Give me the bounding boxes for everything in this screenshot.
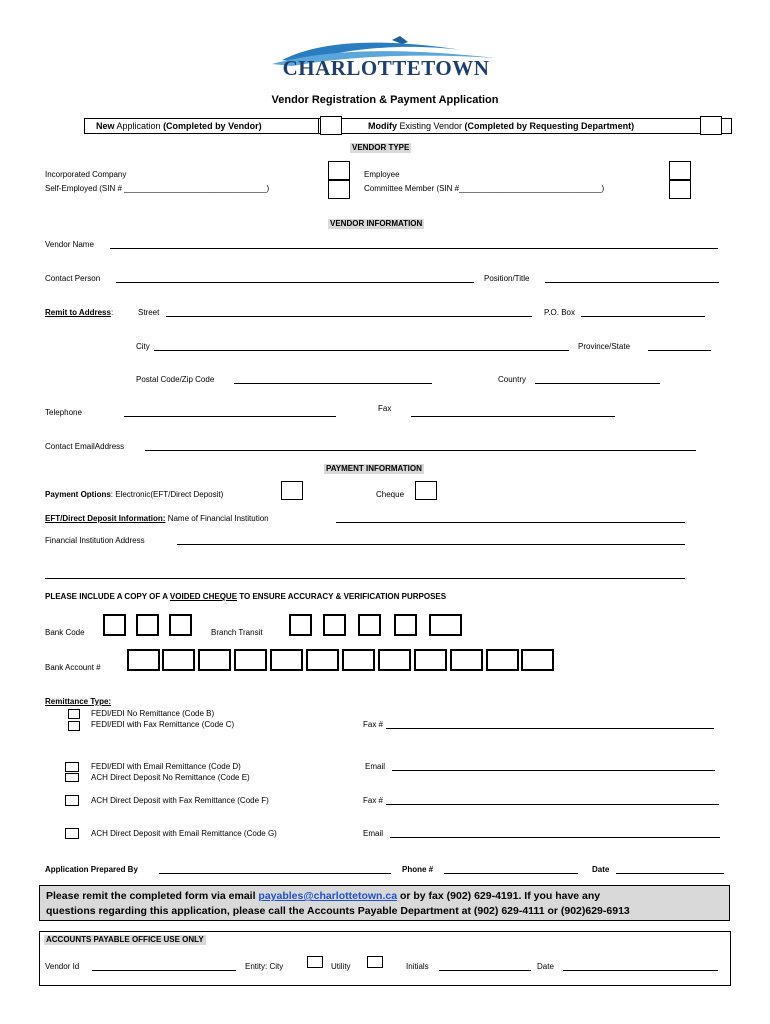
branch-transit-box[interactable] bbox=[394, 614, 417, 636]
bank-account-box[interactable] bbox=[521, 649, 554, 671]
position-field[interactable] bbox=[545, 282, 719, 283]
code-f-checkbox[interactable] bbox=[65, 795, 79, 806]
fax-label: Fax bbox=[378, 404, 392, 413]
modify-vendor-checkbox[interactable] bbox=[700, 116, 722, 135]
contact-person-label: Contact Person bbox=[45, 274, 101, 283]
initials-field[interactable] bbox=[439, 970, 531, 971]
logo bbox=[262, 36, 507, 80]
code-b-label: FEDI/EDI No Remittance (Code B) bbox=[91, 709, 215, 718]
cheque-label: Cheque bbox=[376, 490, 405, 499]
code-d-label: FEDI/EDI with Email Remittance (Code D) bbox=[91, 762, 241, 771]
contact-email-label: Contact EmailAddress bbox=[45, 442, 125, 451]
bank-account-box[interactable] bbox=[486, 649, 519, 671]
fax-field[interactable] bbox=[411, 416, 615, 417]
payment-options-label: Payment Options: Electronic(EFT/Direct Deposit) bbox=[45, 490, 224, 499]
code-c-fax-field[interactable] bbox=[386, 728, 714, 729]
payables-email-link[interactable]: payables@charlottetown.ca bbox=[258, 890, 398, 902]
vendor-name-field[interactable] bbox=[110, 248, 718, 249]
prepared-by-label: Application Prepared By bbox=[45, 865, 138, 874]
modify-vendor-label: Modify Existing Vendor (Completed by Requesting Department) bbox=[368, 121, 635, 131]
country-field[interactable] bbox=[535, 383, 660, 384]
postal-field[interactable] bbox=[234, 383, 432, 384]
committee-checkbox[interactable] bbox=[669, 180, 691, 199]
date-field[interactable] bbox=[616, 873, 724, 874]
entity-city-label: Entity: City bbox=[245, 962, 284, 971]
branch-transit-label: Branch Transit bbox=[211, 628, 263, 637]
branch-transit-box[interactable] bbox=[289, 614, 312, 636]
vendor-info-heading: VENDOR INFORMATION bbox=[330, 219, 423, 228]
bank-account-box[interactable] bbox=[162, 649, 195, 671]
vendor-id-label: Vendor Id bbox=[45, 962, 80, 971]
vendor-type-heading: VENDOR TYPE bbox=[352, 143, 410, 152]
bank-code-label: Bank Code bbox=[45, 628, 85, 637]
code-g-email-label: Email bbox=[363, 829, 384, 838]
code-d-email-field[interactable] bbox=[392, 770, 715, 771]
vendor-name-label: Vendor Name bbox=[45, 240, 94, 249]
bank-account-box[interactable] bbox=[378, 649, 411, 671]
incorporated-label: Incorporated Company bbox=[45, 170, 127, 179]
street-field[interactable] bbox=[166, 316, 532, 317]
phone-label: Phone # bbox=[402, 865, 434, 874]
code-b-checkbox[interactable] bbox=[68, 709, 80, 719]
bank-code-box[interactable] bbox=[103, 614, 126, 636]
logo-text: CHARLOTTETOWN bbox=[282, 56, 490, 80]
code-g-email-field[interactable] bbox=[390, 837, 720, 838]
remittance-heading: Remittance Type: bbox=[45, 697, 112, 706]
electronic-checkbox[interactable] bbox=[281, 481, 303, 500]
bank-code-box[interactable] bbox=[136, 614, 159, 636]
initials-label: Initials bbox=[406, 962, 429, 971]
remit-notice-line2: questions regarding this application, please call the Accounts Payable Department at (902) 629-4111 or (902)629-6913 bbox=[46, 905, 630, 917]
cheque-checkbox[interactable] bbox=[415, 481, 437, 500]
page-title: Vendor Registration & Payment Application bbox=[271, 94, 499, 106]
code-c-label: FEDI/EDI with Fax Remittance (Code C) bbox=[91, 720, 235, 729]
po-box-label: P.O. Box bbox=[544, 308, 575, 317]
province-field[interactable] bbox=[648, 350, 711, 351]
bank-account-box[interactable] bbox=[414, 649, 447, 671]
committee-label: Committee Member (SIN #________________________________) bbox=[364, 184, 605, 193]
branch-transit-box[interactable] bbox=[323, 614, 346, 636]
institution-address-label: Financial Institution Address bbox=[45, 536, 145, 545]
code-d-email-label: Email bbox=[365, 762, 386, 771]
bank-account-box[interactable] bbox=[270, 649, 303, 671]
country-label: Country bbox=[498, 375, 527, 384]
telephone-field[interactable] bbox=[124, 416, 336, 417]
voided-cheque-notice: PLEASE INCLUDE A COPY OF A VOIDED CHEQUE TO ENSURE ACCURACY & VERIFICATION PURPOSES bbox=[45, 592, 447, 601]
institution-address-field[interactable] bbox=[177, 544, 685, 545]
institution-address-field-2[interactable] bbox=[45, 578, 685, 579]
eft-info-label: EFT/Direct Deposit Information: Name of Financial Institution bbox=[45, 514, 269, 523]
new-application-checkbox[interactable] bbox=[320, 116, 342, 135]
street-label: Street bbox=[138, 308, 160, 317]
position-label: Position/Title bbox=[484, 274, 530, 283]
office-date-label: Date bbox=[537, 962, 554, 971]
code-c-fax-label: Fax # bbox=[363, 720, 384, 729]
bank-account-box[interactable] bbox=[234, 649, 267, 671]
bank-account-label: Bank Account # bbox=[45, 663, 101, 672]
province-label: Province/State bbox=[578, 342, 631, 351]
code-d-checkbox[interactable] bbox=[65, 762, 79, 772]
vendor-id-field[interactable] bbox=[92, 970, 236, 971]
postal-label: Postal Code/Zip Code bbox=[136, 375, 215, 384]
bank-account-box[interactable] bbox=[306, 649, 339, 671]
city-label: City bbox=[136, 342, 150, 351]
bank-account-box[interactable] bbox=[450, 649, 483, 671]
employee-checkbox[interactable] bbox=[669, 161, 691, 180]
date-label: Date bbox=[592, 865, 610, 874]
contact-person-field[interactable] bbox=[116, 282, 474, 283]
self-employed-label: Self-Employed (SIN # ________________________________) bbox=[45, 184, 270, 193]
code-f-label: ACH Direct Deposit with Fax Remittance (Code F) bbox=[91, 796, 269, 805]
institution-name-field[interactable] bbox=[336, 522, 685, 523]
code-f-fax-field[interactable] bbox=[386, 804, 719, 805]
bank-account-box[interactable] bbox=[198, 649, 231, 671]
code-f-fax-label: Fax # bbox=[363, 796, 384, 805]
branch-transit-box[interactable] bbox=[429, 614, 462, 636]
incorporated-checkbox[interactable] bbox=[328, 161, 350, 180]
telephone-label: Telephone bbox=[45, 408, 82, 417]
code-e-checkbox[interactable] bbox=[65, 773, 79, 782]
bank-code-box[interactable] bbox=[169, 614, 192, 636]
code-e-label: ACH Direct Deposit No Remittance (Code E) bbox=[91, 773, 250, 782]
self-employed-checkbox[interactable] bbox=[328, 180, 350, 199]
entity-utility-checkbox[interactable] bbox=[367, 956, 383, 968]
code-g-label: ACH Direct Deposit with Email Remittance (Code G) bbox=[91, 829, 277, 838]
entity-utility-label: Utility bbox=[331, 962, 351, 971]
code-c-checkbox[interactable] bbox=[68, 721, 80, 731]
branch-transit-box[interactable] bbox=[358, 614, 381, 636]
payment-info-heading: PAYMENT INFORMATION bbox=[326, 464, 422, 473]
code-g-checkbox[interactable] bbox=[65, 828, 79, 839]
po-box-field[interactable] bbox=[581, 316, 705, 317]
remit-address-label: Remit to Address: bbox=[45, 308, 114, 317]
employee-label: Employee bbox=[364, 170, 400, 179]
bank-account-box[interactable] bbox=[127, 649, 160, 671]
phone-field[interactable] bbox=[444, 873, 578, 874]
prepared-by-field[interactable] bbox=[159, 873, 391, 874]
new-application-label: New Application (Completed by Vendor) bbox=[96, 121, 262, 131]
city-field[interactable] bbox=[154, 350, 569, 351]
office-date-field[interactable] bbox=[563, 970, 718, 971]
bank-account-box[interactable] bbox=[342, 649, 375, 671]
entity-city-checkbox[interactable] bbox=[307, 956, 323, 968]
office-use-heading: ACCOUNTS PAYABLE OFFICE USE ONLY bbox=[46, 935, 204, 944]
contact-email-field[interactable] bbox=[145, 450, 696, 451]
remit-notice-line1: Please remit the completed form via email payables@charlottetown.ca or by fax (902) 629-4191. If you have any bbox=[46, 890, 601, 902]
